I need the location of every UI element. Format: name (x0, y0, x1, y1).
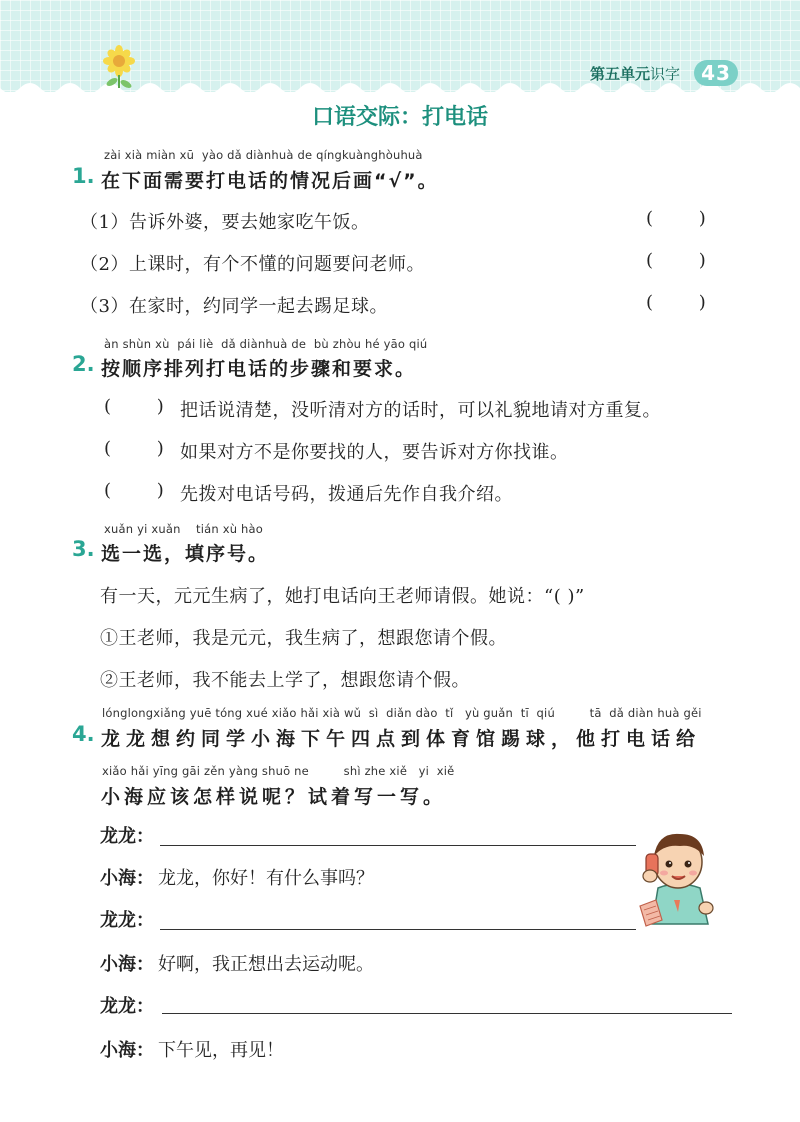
q3-prompt: 有一天，元元生病了，她打电话向王老师请假。她说：“( )” (100, 586, 585, 607)
dialogue-speaker-xiaohai-2: 小海： (100, 954, 154, 975)
q1-item-3: （3）在家时，约同学一起去踢足球。 (80, 296, 388, 317)
answer-line-3[interactable] (162, 1013, 732, 1014)
q3-pinyin: xuǎn yi xuǎn tián xù hào (104, 522, 264, 536)
q4-number: 4. (72, 722, 95, 746)
answer-line-2[interactable] (160, 929, 636, 930)
unit-label: 第五单元 (590, 65, 651, 83)
q1-answer-bracket-1[interactable]: ( ) (646, 208, 706, 229)
q2-order-bracket-1[interactable]: ( ) (104, 396, 164, 417)
q3-option-1[interactable]: ①王老师，我是元元，我生病了，想跟您请个假。 (100, 628, 507, 649)
q4-pinyin-line-2: xiǎo hǎi yīng gāi zěn yàng shuō ne shì zhe xiě yi xiě (102, 764, 455, 778)
q3-text: 选一选，填序号。 (101, 543, 270, 565)
dialogue-speaker-longlong-2: 龙龙： (100, 910, 154, 931)
q3-option-2[interactable]: ②王老师，我不能去上学了，想跟您请个假。 (100, 670, 470, 691)
sunflower-icon (95, 42, 143, 90)
q2-number: 2. (72, 352, 95, 376)
dialogue-speaker-xiaohai-1: 小海： (100, 868, 154, 889)
q2-item-1: 把话说清楚，没听清对方的话时，可以礼貌地请对方重复。 (180, 400, 661, 421)
dialogue-speaker-longlong-3: 龙龙： (100, 996, 154, 1017)
boy-on-phone-icon (628, 826, 728, 930)
answer-line-1[interactable] (160, 845, 636, 846)
q4-text-line-2: 小海应该怎样说呢？试着写一写。 (101, 786, 447, 808)
q3-number: 3. (72, 537, 95, 561)
q1-number: 1. (72, 164, 95, 188)
q1-item-1: （1）告诉外婆，要去她家吃午饭。 (80, 212, 370, 233)
dialogue-speaker-longlong-1: 龙龙： (100, 826, 154, 847)
q1-text: 在下面需要打电话的情况后画“√”。 (101, 170, 439, 192)
dialogue-reply-1: 龙龙，你好！有什么事吗？ (158, 868, 374, 889)
page-title: 口语交际：打电话 (311, 105, 488, 130)
q4-pinyin-line-1: lónglongxiǎng yuē tóng xué xiǎo hǎi xià wǔ sì diǎn dào tǐ yù guǎn tī qiú tā dǎ diàn huà gěi (102, 706, 702, 720)
dialogue-reply-3: 下午见，再见！ (158, 1040, 284, 1061)
q4-text-line-1: 龙龙想约同学小海下午四点到体育馆踢球，他打电话给 (101, 728, 702, 750)
page-number-badge: 43 (694, 60, 738, 86)
q2-pinyin: àn shùn xù pái liè dǎ diànhuà de bù zhòu hé yāo qiú (104, 337, 428, 351)
q2-item-3: 先拨对电话号码，拨通后先作自我介绍。 (180, 484, 513, 505)
q1-answer-bracket-2[interactable]: ( ) (646, 250, 706, 271)
q2-order-bracket-3[interactable]: ( ) (104, 480, 164, 501)
q2-item-2: 如果对方不是你要找的人，要告诉对方你找谁。 (180, 442, 569, 463)
q1-answer-bracket-3[interactable]: ( ) (646, 292, 706, 313)
dialogue-reply-2: 好啊，我正想出去运动呢。 (158, 954, 374, 975)
dialogue-speaker-xiaohai-3: 小海： (100, 1040, 154, 1061)
q2-text: 按顺序排列打电话的步骤和要求。 (101, 358, 417, 380)
q2-order-bracket-2[interactable]: ( ) (104, 438, 164, 459)
q1-pinyin: zài xià miàn xū yào dǎ diànhuà de qíngkuànghòuhuà (104, 148, 423, 162)
unit-subject: 识字 (650, 65, 681, 83)
q1-item-2: （2）上课时，有个不懂的问题要问老师。 (80, 254, 425, 275)
